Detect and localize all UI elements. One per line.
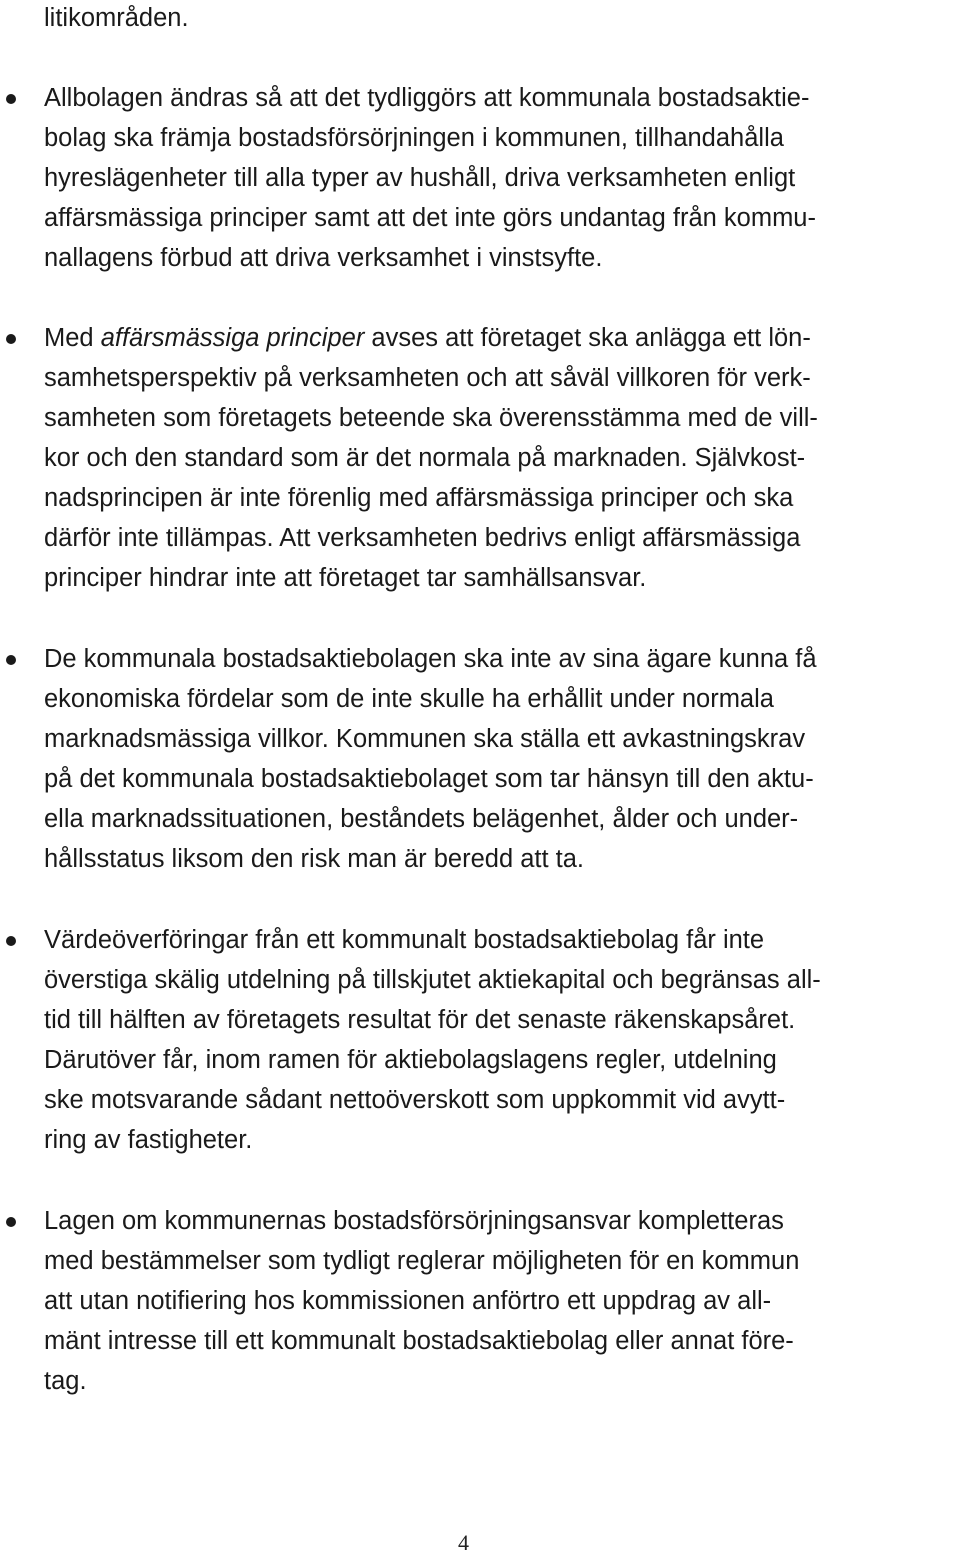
bullet-2-line-6: därför inte tillämpas. Att verksamheten bedrivs enligt affärsmässiga [44, 524, 801, 552]
bullet-4-line-4: Därutöver får, inom ramen för aktiebolagslagens regler, utdelning [44, 1046, 777, 1074]
italic-term: affärsmässiga principer [100, 324, 365, 352]
text-run: Med [44, 324, 101, 352]
bullet-5-line-3: att utan notifiering hos kommissionen anförtro ett uppdrag av all- [44, 1287, 772, 1315]
bullet-3-line-2: ekonomiska fördelar som de inte skulle ha erhållit under normala [44, 685, 774, 713]
bullet-2-line-2: samhetsperspektiv på verksamheten och att såväl villkoren för verk- [44, 364, 811, 392]
bullet-1-line-5: nallagens förbud att driva verksamhet i vinstsyfte. [44, 244, 603, 272]
bullet-4-line-6: ring av fastigheter. [44, 1126, 253, 1154]
bullet-3-line-1: De kommunala bostadsaktiebolagen ska inte av sina ägare kunna få [44, 645, 817, 673]
bullet-icon [6, 936, 16, 946]
bullet-2-line-7: principer hindrar inte att företaget tar samhällsansvar. [44, 564, 647, 592]
bullet-1-line-3: hyreslägenheter till alla typer av hushåll, driva verksamheten enligt [44, 164, 796, 192]
bullet-3-line-4: på det kommunala bostadsaktiebolaget som tar hänsyn till den aktu- [44, 765, 814, 793]
bullet-1-line-2: bolag ska främja bostadsförsörjningen i kommunen, tillhandahålla [44, 124, 784, 152]
bullet-2-line-1 [44, 318, 811, 358]
bullet-2-line-4: kor och den standard som är det normala på marknaden. Självkost- [44, 444, 806, 472]
bullet-4-line-3: tid till hälften av företagets resultat för det senaste räkenskapsåret. [44, 1006, 796, 1034]
page-number: 4 [458, 1530, 469, 1555]
bullet-3-line-5: ella marknadssituationen, beståndets belägenhet, ålder och under- [44, 805, 799, 833]
bullet-1-line-1: Allbolagen ändras så att det tydliggörs att kommunala bostadsaktie- [44, 84, 810, 112]
bullet-icon [6, 94, 16, 104]
bullet-5-line-2: med bestämmelser som tydligt reglerar möjligheten för en kommun [44, 1247, 800, 1275]
bullet-2-line-3: samheten som företagets beteende ska överensstämma med de vill- [44, 404, 818, 432]
bullet-1-line-4: affärsmässiga principer samt att det inte görs undantag från kommu- [44, 204, 816, 232]
bullet-icon [6, 334, 16, 344]
bullet-3-line-6: hållsstatus liksom den risk man är beredd att ta. [44, 845, 584, 873]
bullet-4-line-5: ske motsvarande sådant nettoöverskott som uppkommit vid avytt- [44, 1086, 786, 1114]
bullet-5-line-1: Lagen om kommunernas bostadsförsörjningsansvar kompletteras [44, 1207, 784, 1235]
bullet-5-line-4: mänt intresse till ett kommunalt bostadsaktiebolag eller annat före- [44, 1327, 794, 1355]
text-run: avses att företaget ska anlägga ett lön- [364, 324, 811, 352]
bullet-3-line-3: marknadsmässiga villkor. Kommunen ska ställa ett avkastningskrav [44, 725, 806, 753]
carryover-line: litikområden. [44, 4, 189, 32]
bullet-icon [6, 1217, 16, 1227]
bullet-icon [6, 655, 16, 665]
bullet-2-line-5: nadsprincipen är inte förenlig med affärsmässiga principer och ska [44, 484, 794, 512]
bullet-4-line-1: Värdeöverföringar från ett kommunalt bostadsaktiebolag får inte [44, 926, 765, 954]
bullet-4-line-2: överstiga skälig utdelning på tillskjutet aktiekapital och begränsas all- [44, 966, 821, 994]
bullet-5-line-5: tag. [44, 1367, 87, 1395]
